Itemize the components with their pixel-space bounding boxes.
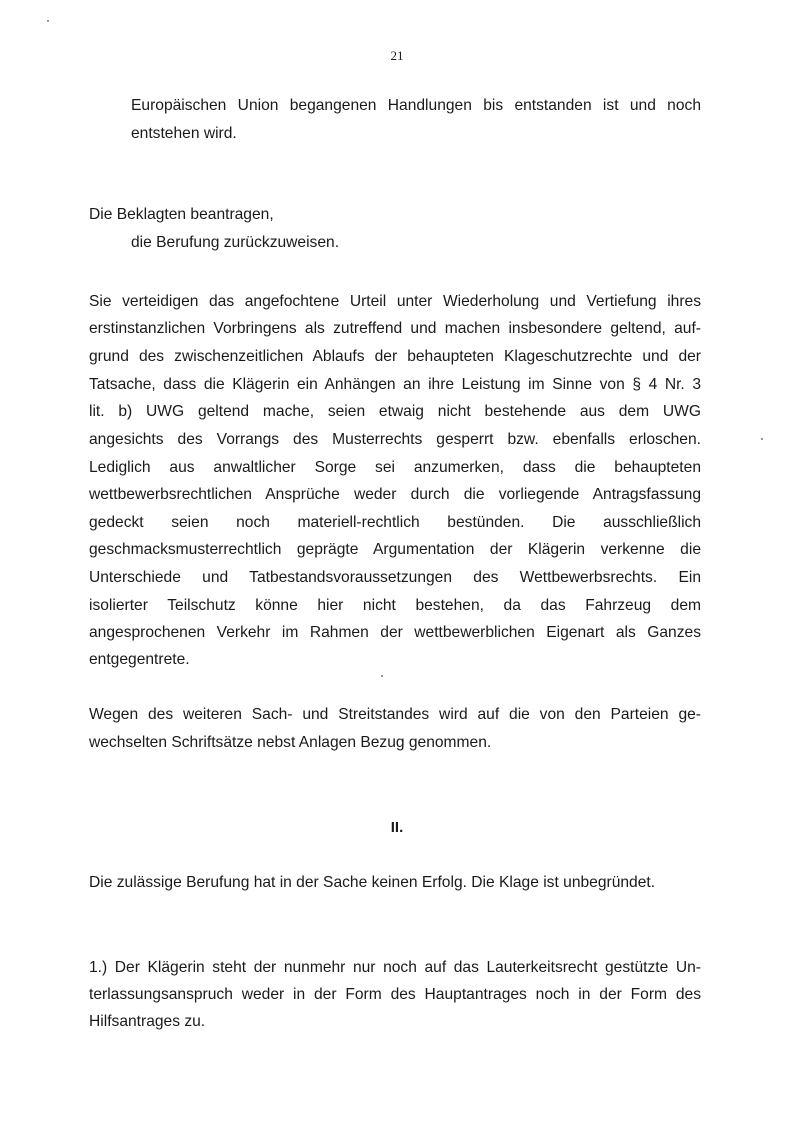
text-line: Wegen des weiteren Sach- und Streitstandes wird auf die von den Parteien ge- [89,706,701,723]
text-line: grund des zwischenzeitlichen Ablaufs der behaupteten Klageschutzrechte und der [89,348,701,365]
text-line: Die Beklagten beantragen, [89,206,274,223]
text-line: wechselten Schriftsätze nebst Anlagen Bezug genommen. [89,734,492,751]
text-line: geschmacksmusterrechtlich geprägte Argumentation der Klägerin verkenne die [89,541,701,558]
text-line: entstehen wird. [131,125,237,142]
text-line: entgegentrete. [89,651,190,668]
text-line: terlassungsanspruch weder in der Form des Hauptantrages noch in der Form des [89,986,701,1003]
scan-speck [381,675,383,677]
scan-speck [761,438,763,440]
page-number: 21 [390,48,404,63]
text-line: erstinstanzlichen Vorbringens als zutreffend und machen insbesondere geltend, auf- [89,320,701,337]
text-line: Sie verteidigen das angefochtene Urteil unter Wiederholung und Vertiefung ihres [89,293,701,310]
text-line: Tatsache, dass die Klägerin ein Anhängen an ihre Leistung im Sinne von § 4 Nr. 3 [89,376,701,393]
text-line: 1.) Der Klägerin steht der nunmehr nur noch auf das Lauterkeitsrecht gestützte Un- [89,959,701,976]
text-line: lit. b) UWG geltend mache, seien etwaig nicht bestehende aus dem UWG [89,403,701,420]
text-line: Unterschiede und Tatbestandsvoraussetzungen des Wettbewerbsrechts. Ein [89,569,701,586]
text-line: die Berufung zurückzuweisen. [131,234,340,251]
text-line: Hilfsantrages zu. [89,1013,206,1030]
text-line: Lediglich aus anwaltlicher Sorge sei anzumerken, dass die behaupteten [89,459,701,476]
text-line: Die zulässige Berufung hat in der Sache keinen Erfolg. Die Klage ist unbegründet. [89,874,656,891]
text-line: Europäischen Union begangenen Handlungen bis entstanden ist und noch [131,97,701,114]
text-line: gedeckt seien noch materiell-rechtlich bestünden. Die ausschließlich [89,514,701,531]
section-heading: II. [390,819,404,836]
text-line: isolierter Teilschutz könne hier nicht bestehen, da das Fahrzeug dem [89,597,701,614]
text-line: wettbewerbsrechtlichen Ansprüche weder durch die vorliegende Antragsfassung [89,486,701,503]
text-line: angesichts des Vorrangs des Musterrechts gesperrt bzw. ebenfalls erloschen. [89,431,701,448]
text-line: angesprochenen Verkehr im Rahmen der wettbewerblichen Eigenart als Ganzes [89,624,701,641]
scan-speck [47,20,49,22]
